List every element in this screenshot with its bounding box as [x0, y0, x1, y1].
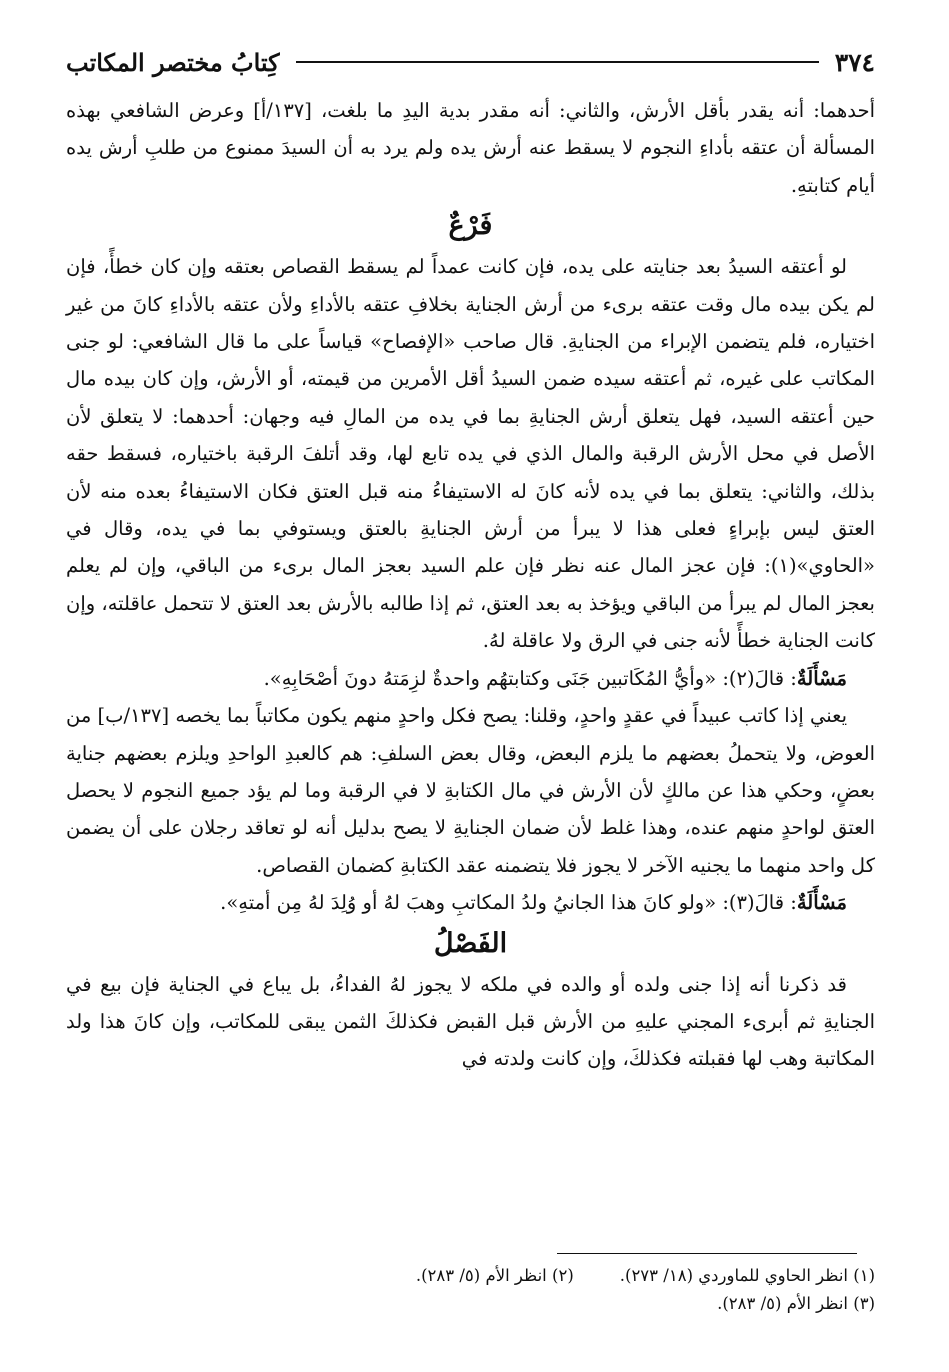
masala-2 [66, 884, 875, 921]
masala-1 [66, 660, 875, 697]
header-rule [296, 61, 819, 63]
masala-1-text: : قالَ(٢): «وأيُّ المُكَاتبين جَنَى وكتابتهُم واحدةٌ لزِمَتهُ دونَ أصْحَابِهِ». [263, 666, 797, 690]
paragraph-3: يعني إذا كاتب عبيداً في عقدٍ واحدٍ، وقلنا: يصح فكل واحدٍ منهم يكون مكاتباً بما يخصه [١٣٧/ب] من العوض، ولا يتحملُ بعضهم ما يلزم البعض، وقال بعض السلفِ: هم كالعبدِ الواحدِ ويلزم بعضهم جناية بعضٍ، وحكي هذا عن مالكٍ لأن الأرش في مال الكتابةِ لا في الرقبة وما لم يؤد جميع النجوم لا يحصل العتق لواحدٍ منهم عنده، وهذا غلط لأن ضمان الجنايةِ لا يصح بدليل أنه لو تعاقد رجلان على أن يضمن كل واحد منهما ما يجنيه الآخر لا يجوز فلا يتضمنه عقد الكتابةِ كضمان القصاص. [66, 704, 875, 877]
masala-2-text: : قالَ(٣): «ولو كانَ هذا الجانيُ ولدُ المكاتبِ وهبَ لهُ أو وُلِدَ لهُ مِن أمتهِ». [220, 891, 797, 915]
footnote-2: (٢) انظر الأم (٥/ ٢٨٣). [415, 1266, 574, 1285]
main-text [66, 92, 875, 1078]
masala-2-label: مَسْأَلَةٌ [796, 891, 847, 915]
running-title: كِتابُ مختصر المكاتب [66, 47, 280, 77]
heading-far: فَرْعٌ [448, 210, 493, 242]
footnote-1: (١) انظر الحاوي للماوردي (١٨/ ٢٧٣). [619, 1266, 875, 1285]
footnote-3: (٣) انظر الأم (٥/ ٢٨٣). [717, 1294, 875, 1313]
masala-1-label: مَسْأَلَةٌ [796, 666, 847, 690]
footnotes [200, 1262, 875, 1318]
page-number: ٣٧٤ [834, 47, 875, 77]
footnote-rule [557, 1253, 857, 1254]
paragraph-4: قد ذكرنا أنه إذا جنى ولده أو والده في ملكه لا يجوز لهُ الفداءُ، بل يباع في الجناية فإن بيع في الجنايةِ ثم أبرىء المجني عليهِ من الأرش قبل القبض فكذلكَ الثمن يبقى للمكاتب، وإن كانَ هذا ولد المكاتبة وهب لها فقبلته فكذلكَ، وإن كانت ولدته في [66, 972, 875, 1071]
paragraph-2: لو أعتقه السيدُ بعد جنايته على يده، فإن كانت عمداً لم يسقط القصاص بعتقه وإن كان خطأً، فإن لم يكن بيده مال وقت عتقه برىء من أرش الجناية بخلافِ عتقه بالأداءِ ولأن عتقه بالأداءِ كانَ من غير اختياره، فلم يتضمن الإبراء من الجنايةِ. قال صاحب «الإفصاح» قياساً على ما قال الشافعي: لو جنى المكاتب على غيره، ثم أعتقه سيده ضمن السيدُ أقل الأمرين من قيمته، أو الأرش، وإن كان بيده مال حين أعتقه السيد، فهل يتعلق أرش الجنايةِ بما في يده من المالِ فيه وجهان: أحدهما: لا يتعلق لأن الأصل في محل الأرش الرقبة والمال الذي في يده تابع لها، وقد أتلفَ الرقبة باختياره، فسقط حقه بذلك، والثاني: يتعلق بما في يده لأنه كانَ له الاستيفاءُ منه قبل العتق فكان الاستيفاءُ بعده منه لأن العتق ليس بإبراءٍ فعلى هذا لا يبرأ من أرش الجنايةِ بالعتق ويستوفي بما في يده، وقال في «الحاوي»(١): فإن عجز المال عنه نظر فإن علم السيد بعجز المال برىء من الباقي، وإن لم يعلم بعجز المال لم يبرأ من الباقي ويؤخذ به بعد العتق، ثم إذا طالبه بالأرش بعد العتق لا تتحمل عاقلته، وإن كانت الجناية خطأً لأنه جنى في الرق ولا عاقلة لهُ. [66, 255, 875, 653]
paragraph-1: أحدهما: أنه يقدر بأقل الأرش، والثاني: أنه مقدر بدية اليدِ ما بلغت، [١٣٧/أ] وعرض الشافعي بهذه المسألة أن عتقه بأداءِ النجوم لا يسقط عنه أرش يده ولم يرد به أن السيدَ ممنوع من طلبِ أرش يده أيام كتابتهِ. [66, 99, 875, 197]
footnote-row-2 [200, 1290, 875, 1318]
heading-fasl: الفَصْلُ [433, 927, 508, 959]
footnote-row-1 [200, 1262, 875, 1290]
page-header [66, 44, 875, 80]
